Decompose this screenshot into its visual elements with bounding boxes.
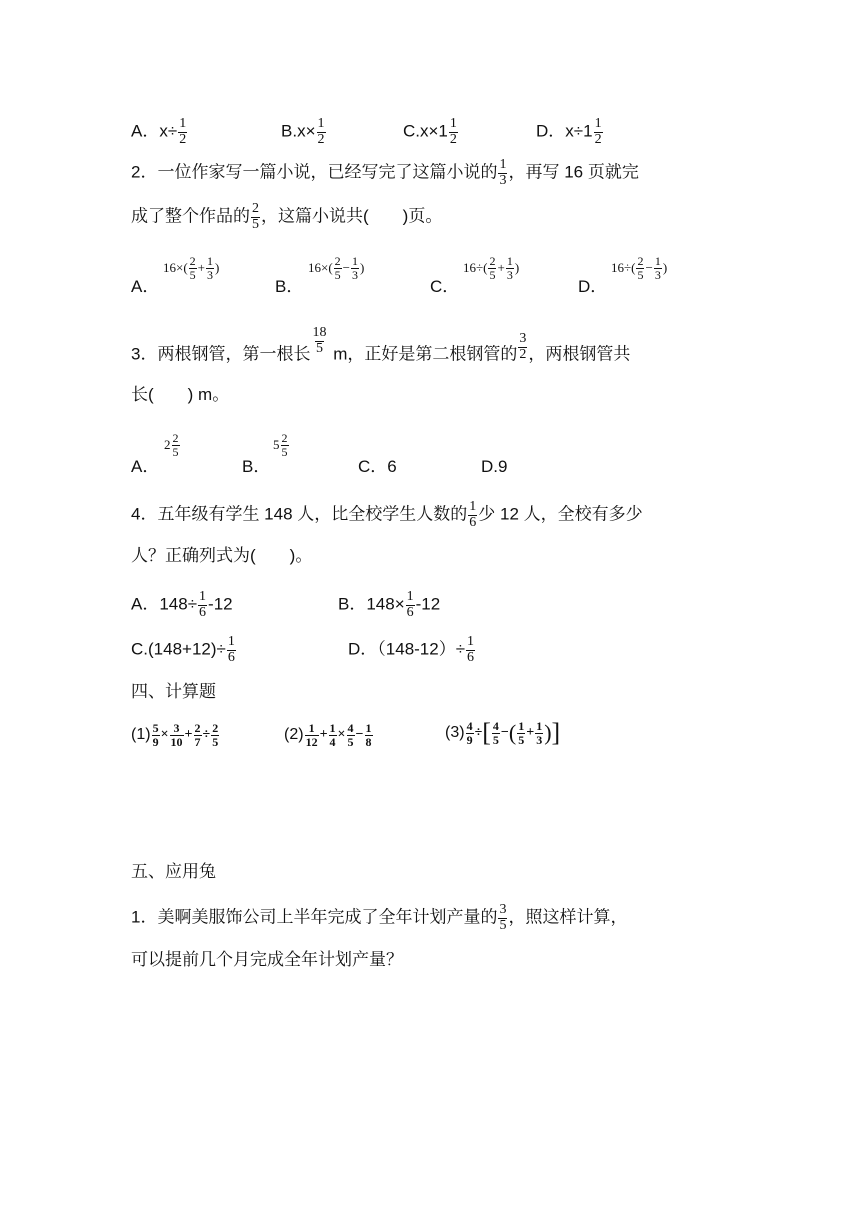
fraction: $\frac{3}{5}$ xyxy=(499,902,507,933)
fraction: $\frac{1}{6}$ xyxy=(469,499,477,530)
fraction: $\frac{1}{6}$ xyxy=(467,634,475,665)
q3-question-line1: 3．两根钢管，第一根长 $\frac{18}{5}$ m，正好是第二根钢管的 $\frac{3}{2}$ ，两根钢管共 xyxy=(131,325,631,364)
fraction: $\frac{1}{2}$ xyxy=(594,116,602,147)
q2-option-b-expr: 16×( $\frac{2}{5}$ − $\frac{1}{3}$ ) xyxy=(308,254,365,282)
q3-option-b-label[interactable]: B． xyxy=(242,457,271,476)
section-4-title: 四、计算题 xyxy=(131,682,216,701)
fraction: $\frac{1}{2}$ xyxy=(179,116,187,147)
fraction: $\frac{1}{6}$ xyxy=(227,634,235,665)
q2-option-b-label[interactable]: B． xyxy=(275,277,304,296)
q3-option-a-value: 2 $\frac{2}{5}$ xyxy=(164,431,179,459)
fraction: $\frac{2}{5}$ xyxy=(252,201,259,232)
q2-option-c-label[interactable]: C． xyxy=(430,277,460,296)
q2-option-d-label[interactable]: D． xyxy=(578,277,608,296)
calc-expression-1: (1) $\frac{5}{9}$ × $\frac{3}{10}$ + $\frac{2}{7}$ ÷ $\frac{2}{5}$ xyxy=(131,721,219,749)
q1-option-d[interactable]: D．x÷1 $\frac{1}{2}$ xyxy=(536,116,602,147)
fraction: $\frac{1}{2}$ xyxy=(317,116,325,147)
q4-option-b[interactable]: B．148× $\frac{1}{6}$ -12 xyxy=(338,589,441,620)
calc-expression-2: (2) $\frac{1}{12}$ + $\frac{1}{4}$ × $\frac{4}{5}$ − $\frac{1}{8}$ xyxy=(284,721,372,749)
q4-question-line1: 4．五年级有学生 148 人，比全校学生人数的 $\frac{1}{6}$ 少 12 人，全校有多少 xyxy=(131,499,643,530)
fraction: $\frac{3}{2}$ xyxy=(519,331,527,362)
q2-question-line2: 成了整个作品的 $\frac{2}{5}$ ，这篇小说共( )页。 xyxy=(131,201,443,232)
q3-option-c[interactable]: C．6 xyxy=(358,457,397,476)
q2-option-a-expr: 16×( $\frac{2}{5}$ + $\frac{1}{3}$ ) xyxy=(163,254,220,282)
q2-option-a-label[interactable]: A． xyxy=(131,277,160,296)
q4-option-a[interactable]: A．148÷ $\frac{1}{6}$ -12 xyxy=(131,589,233,620)
q4-question-line2: 人？正确列式为( )。 xyxy=(131,546,313,565)
fraction: $\frac{1}{6}$ xyxy=(406,589,414,620)
q4-option-c[interactable]: C.(148+12)÷ $\frac{1}{6}$ xyxy=(131,634,235,665)
q1-option-a[interactable]: A．x÷ $\frac{1}{2}$ xyxy=(131,116,187,147)
fraction: $\frac{1}{3}$ xyxy=(499,157,507,188)
q1-option-c[interactable]: C.x×1 $\frac{1}{2}$ xyxy=(403,116,457,147)
s5-question-line1: 1．美啊美服饰公司上半年完成了全年计划产量的 $\frac{3}{5}$ ，照这样计算， xyxy=(131,902,628,933)
s5-question-line2: 可以提前几个月完成全年计划产量？ xyxy=(131,950,403,969)
q3-option-b-value: 5 $\frac{2}{5}$ xyxy=(273,431,288,459)
q4-option-d[interactable]: D．（148-12）÷ $\frac{1}{6}$ xyxy=(348,634,475,665)
fraction: $\frac{18}{5}$ xyxy=(312,325,327,356)
fraction: $\frac{1}{6}$ xyxy=(199,589,207,620)
q3-option-a-label[interactable]: A． xyxy=(131,457,160,476)
fraction: $\frac{1}{2}$ xyxy=(449,116,457,147)
q2-option-d-expr: 16÷( $\frac{2}{5}$ − $\frac{1}{3}$ ) xyxy=(611,254,668,282)
q2-option-c-expr: 16÷( $\frac{2}{5}$ + $\frac{1}{3}$ ) xyxy=(463,254,520,282)
q3-option-d[interactable]: D.9 xyxy=(481,457,508,476)
q1-option-b[interactable]: B.x× $\frac{1}{2}$ xyxy=(281,116,325,147)
q3-question-line2: 长( ) m。 xyxy=(131,385,230,404)
q2-question-line1: 2．一位作家写一篇小说，已经写完了这篇小说的 $\frac{1}{3}$ ，再写 16 页就完 xyxy=(131,157,639,188)
calc-expression-3: (3) $\frac{4}{9}$ ÷ [ $\frac{4}{5}$ − ( $\frac{1}{5}$ + $\frac{1}{3}$ ) ] xyxy=(445,718,561,748)
section-5-title: 五、应用兔 xyxy=(131,862,216,881)
